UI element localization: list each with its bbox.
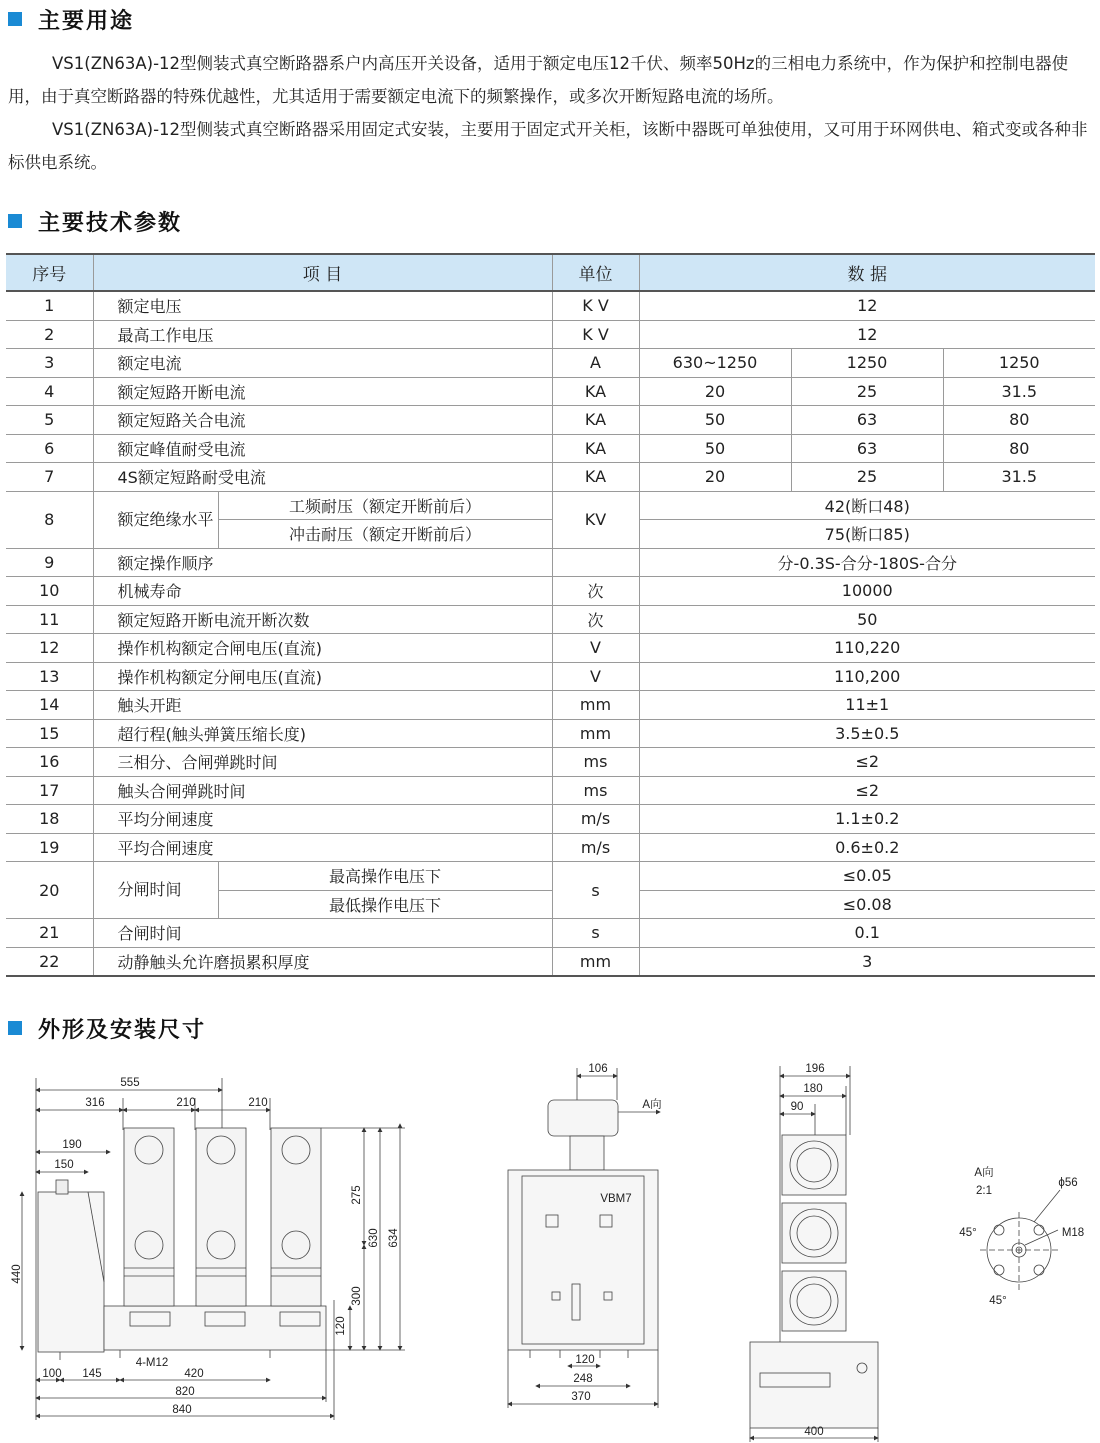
row-value: 0.6±0.2	[639, 833, 1095, 862]
table-row	[6, 919, 1095, 948]
row-value: 42(断口48)	[639, 491, 1095, 520]
row-no: 13	[6, 662, 93, 691]
table-row	[6, 291, 1095, 320]
table-row	[6, 691, 1095, 720]
row-item: 三相分、合闸弹跳时间	[93, 748, 552, 777]
section-marker-icon	[8, 12, 22, 26]
table-row	[6, 833, 1095, 862]
row-unit: ms	[552, 776, 639, 805]
row-value-2: 25	[791, 463, 943, 492]
header-no: 序号	[6, 254, 93, 291]
row-unit: s	[552, 862, 639, 919]
row-item: 额定短路开断电流	[93, 377, 552, 406]
row-item: 最高工作电压	[93, 320, 552, 349]
row-unit: A	[552, 349, 639, 378]
row-sub-item: 工频耐压（额定开断前后）	[218, 491, 552, 520]
row-value-3: 31.5	[943, 377, 1095, 406]
row-value-3: 80	[943, 406, 1095, 435]
dim-840: 840	[172, 1404, 192, 1416]
view-a-scale: 2:1	[976, 1185, 992, 1197]
row-no: 5	[6, 406, 93, 435]
dim-440: 440	[11, 1264, 23, 1284]
table-row	[6, 377, 1095, 406]
row-item: 触头合闸弹跳时间	[93, 776, 552, 805]
table-row	[6, 491, 1095, 520]
table-row	[6, 577, 1095, 606]
dim-370: 370	[571, 1391, 591, 1403]
section-marker-icon	[8, 214, 22, 228]
table-header-row	[6, 254, 1095, 291]
row-no: 16	[6, 748, 93, 777]
row-no: 4	[6, 377, 93, 406]
row-unit: K V	[552, 291, 639, 320]
row-item: 额定电流	[93, 349, 552, 378]
row-value-1: 630~1250	[639, 349, 791, 378]
row-item: 额定峰值耐受电流	[93, 434, 552, 463]
table-row	[6, 548, 1095, 577]
row-item: 平均分闸速度	[93, 805, 552, 834]
row-no: 21	[6, 919, 93, 948]
row-sub-item: 最低操作电压下	[218, 890, 552, 919]
dim-555: 555	[120, 1077, 140, 1089]
row-item: 触头开距	[93, 691, 552, 720]
view-a-title: A向	[974, 1167, 994, 1179]
view-a-drawing	[980, 1190, 1060, 1290]
label-m18: M18	[1061, 1227, 1085, 1239]
header-item: 项 目	[93, 254, 552, 291]
table-row	[6, 748, 1095, 777]
row-value: 1.1±0.2	[639, 805, 1095, 834]
dim-400: 400	[804, 1426, 824, 1438]
section-marker-icon	[8, 1021, 22, 1035]
table-row	[6, 349, 1095, 378]
row-no: 8	[6, 491, 93, 548]
row-item: 操作机构额定分闸电压(直流)	[93, 662, 552, 691]
header-unit: 单位	[552, 254, 639, 291]
row-unit: KA	[552, 434, 639, 463]
dim-300: 300	[351, 1286, 363, 1306]
row-unit: KA	[552, 463, 639, 492]
row-unit: V	[552, 662, 639, 691]
label-a-direction: A向	[642, 1099, 662, 1111]
section-title-params: 主要技术参数	[8, 206, 182, 236]
row-no: 22	[6, 947, 93, 976]
row-value-2: 63	[791, 434, 943, 463]
row-value: ≤2	[639, 776, 1095, 805]
table-row	[6, 662, 1095, 691]
row-group-label: 分闸时间	[93, 862, 218, 919]
row-value-3: 1250	[943, 349, 1095, 378]
usage-text	[8, 47, 1098, 179]
row-item: 4S额定短路耐受电流	[93, 463, 552, 492]
row-unit: KA	[552, 406, 639, 435]
row-unit: mm	[552, 719, 639, 748]
row-item: 合闸时间	[93, 919, 552, 948]
row-item: 额定短路关合电流	[93, 406, 552, 435]
row-item: 额定操作顺序	[93, 548, 552, 577]
row-value: 10000	[639, 577, 1095, 606]
row-group-label: 额定绝缘水平	[93, 491, 218, 548]
row-unit: 次	[552, 577, 639, 606]
dim-150: 150	[54, 1159, 74, 1171]
row-item: 平均合闸速度	[93, 833, 552, 862]
dim-275: 275	[351, 1185, 363, 1205]
row-no: 11	[6, 605, 93, 634]
row-value: 75(断口85)	[639, 520, 1095, 549]
row-value-1: 50	[639, 434, 791, 463]
dim-90: 90	[790, 1101, 804, 1113]
row-unit: ms	[552, 748, 639, 777]
row-value: 3	[639, 947, 1095, 976]
row-value: 12	[639, 291, 1095, 320]
dim-190: 190	[62, 1139, 82, 1151]
dim-820: 820	[175, 1386, 195, 1398]
dim-106: 106	[588, 1063, 608, 1075]
row-unit: 次	[552, 605, 639, 634]
section-title-dimensions: 外形及安装尺寸	[8, 1013, 206, 1043]
row-no: 18	[6, 805, 93, 834]
row-item: 超行程(触头弹簧压缩长度)	[93, 719, 552, 748]
dim-630: 630	[368, 1228, 380, 1248]
dimension-drawings	[0, 1043, 1100, 1443]
row-value: ≤0.05	[639, 862, 1095, 891]
row-no: 12	[6, 634, 93, 663]
table-row	[6, 947, 1095, 976]
row-item: 额定电压	[93, 291, 552, 320]
label-4-m12: 4-M12	[135, 1357, 169, 1369]
row-unit: KV	[552, 491, 639, 548]
row-value: ≤0.08	[639, 890, 1095, 919]
front-view-drawing	[22, 1078, 405, 1420]
row-value: 12	[639, 320, 1095, 349]
row-value-2: 25	[791, 377, 943, 406]
row-value-1: 50	[639, 406, 791, 435]
dim-145: 145	[82, 1368, 102, 1380]
dim-248: 248	[573, 1373, 593, 1385]
row-unit: mm	[552, 691, 639, 720]
row-no: 15	[6, 719, 93, 748]
row-value-1: 20	[639, 463, 791, 492]
dim-316: 316	[85, 1097, 105, 1109]
row-no: 2	[6, 320, 93, 349]
section-title-usage: 主要用途	[8, 4, 134, 34]
dim-210a: 210	[176, 1097, 196, 1109]
row-item: 动静触头允许磨损累积厚度	[93, 947, 552, 976]
row-no: 10	[6, 577, 93, 606]
label-angle-1: 45°	[959, 1227, 977, 1239]
row-value-1: 20	[639, 377, 791, 406]
row-no: 17	[6, 776, 93, 805]
row-unit: KA	[552, 377, 639, 406]
row-value-2: 63	[791, 406, 943, 435]
row-no: 3	[6, 349, 93, 378]
row-value: 50	[639, 605, 1095, 634]
label-phi56: ϕ56	[1058, 1177, 1078, 1189]
table-row	[6, 406, 1095, 435]
row-unit	[552, 548, 639, 577]
label-angle-2: 45°	[989, 1295, 1007, 1307]
dim-180: 180	[803, 1083, 823, 1095]
row-unit: s	[552, 919, 639, 948]
row-no: 7	[6, 463, 93, 492]
dim-196: 196	[805, 1063, 825, 1075]
row-value: 3.5±0.5	[639, 719, 1095, 748]
table-row	[6, 605, 1095, 634]
row-sub-item: 冲击耐压（额定开断前后）	[218, 520, 552, 549]
dim-side-120: 120	[575, 1354, 595, 1366]
row-unit: K V	[552, 320, 639, 349]
table-row	[6, 805, 1095, 834]
dim-100: 100	[42, 1368, 62, 1380]
row-unit: mm	[552, 947, 639, 976]
row-no: 20	[6, 862, 93, 919]
row-unit: m/s	[552, 805, 639, 834]
row-value-3: 80	[943, 434, 1095, 463]
table-row	[6, 320, 1095, 349]
row-value: 11±1	[639, 691, 1095, 720]
table-row	[6, 776, 1095, 805]
table-row	[6, 719, 1095, 748]
row-item: 操作机构额定合闸电压(直流)	[93, 634, 552, 663]
header-data: 数 据	[639, 254, 1095, 291]
row-no: 19	[6, 833, 93, 862]
usage-paragraph-1: VS1(ZN63A)-12型侧装式真空断路器系户内高压开关设备，适用于额定电压12千伏、频率50Hz的三相电力系统中，作为保护和控制电器使用，由于真空断路器的特殊优越性，尤其适用于需要额定电流下的频繁操作，或多次开断短路电流的场所。	[8, 54, 1069, 106]
row-item: 额定短路开断电流开断次数	[93, 605, 552, 634]
top-view-drawing	[750, 1066, 878, 1442]
row-value: ≤2	[639, 748, 1095, 777]
row-value: 分-0.3S-合分-180S-合分	[639, 548, 1095, 577]
spec-table	[6, 253, 1095, 977]
row-value: 0.1	[639, 919, 1095, 948]
row-sub-item: 最高操作电压下	[218, 862, 552, 891]
row-no: 14	[6, 691, 93, 720]
row-value-3: 31.5	[943, 463, 1095, 492]
row-no: 6	[6, 434, 93, 463]
table-row	[6, 463, 1095, 492]
table-row	[6, 634, 1095, 663]
row-item: 机械寿命	[93, 577, 552, 606]
dim-210b: 210	[248, 1097, 268, 1109]
row-no: 1	[6, 291, 93, 320]
dim-634: 634	[388, 1228, 400, 1248]
dim-420: 420	[184, 1368, 204, 1380]
row-value: 110,220	[639, 634, 1095, 663]
table-row	[6, 862, 1095, 891]
table-row	[6, 434, 1095, 463]
row-unit: V	[552, 634, 639, 663]
row-value-2: 1250	[791, 349, 943, 378]
row-value: 110,200	[639, 662, 1095, 691]
row-unit: m/s	[552, 833, 639, 862]
label-model: VBM7	[600, 1193, 632, 1205]
dim-120: 120	[335, 1316, 347, 1336]
usage-paragraph-2: VS1(ZN63A)-12型侧装式真空断路器采用固定式安装，主要用于固定式开关柜，该断中器既可单独使用，又可用于环网供电、箱式变或各种非标供电系统。	[8, 120, 1088, 172]
row-no: 9	[6, 548, 93, 577]
